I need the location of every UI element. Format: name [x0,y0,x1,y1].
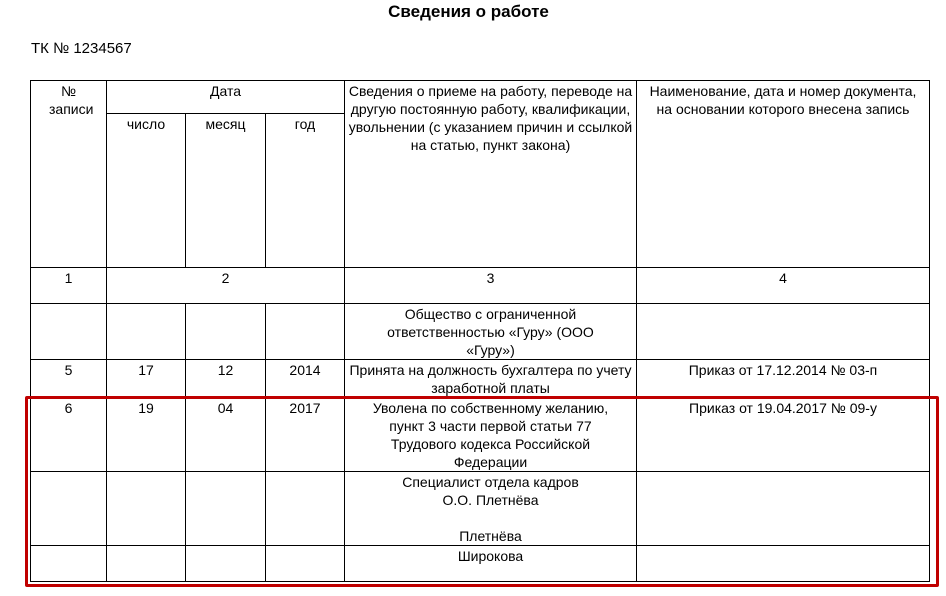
month-cell [186,472,266,546]
info-cell: Общество с ограниченной ответственностью «Гуру» (ООО «Гуру») [345,304,637,360]
info-cell: Принята на должность бухгалтера по учету заработной платы [345,360,637,398]
header-month: месяц [186,114,266,268]
header-day: число [107,114,186,268]
header-row [31,81,930,114]
year-cell [266,546,345,582]
day-cell [107,304,186,360]
day-cell [107,546,186,582]
month-cell: 12 [186,360,266,398]
header-date: Дата [107,81,345,114]
header-year: год [266,114,345,268]
column-number: 4 [637,268,930,304]
year-cell: 2014 [266,360,345,398]
table-row [31,304,930,360]
record-no-cell: 6 [31,398,107,472]
day-cell [107,472,186,546]
table-row [31,360,930,398]
column-number-row [31,268,930,304]
table-row [31,546,930,582]
column-number: 1 [31,268,107,304]
document-cell [637,472,930,546]
document-cell [637,304,930,360]
work-records-table [30,80,930,582]
month-cell [186,546,266,582]
record-no-cell: 5 [31,360,107,398]
record-no-cell [31,472,107,546]
hr-specialist-line: Специалист отдела кадров О.О. Плетнёва [402,474,579,508]
document-cell: Приказ от 17.12.2014 № 03-п [637,360,930,398]
info-cell: Широкова [345,546,637,582]
record-no-cell [31,304,107,360]
column-number: 2 [107,268,345,304]
info-cell: Уволена по собственному желанию, пункт 3 части первой статьи 77 Трудового кодекса Российской Федерации [345,398,637,472]
document-cell [637,546,930,582]
day-cell: 19 [107,398,186,472]
info-cell [345,472,637,546]
header-document: Наименование, дата и номер документа, на основании которого внесена запись [637,81,930,268]
table-row [31,472,930,546]
signature-line: Плетнёва [459,528,522,544]
year-cell: 2017 [266,398,345,472]
document-cell: Приказ от 19.04.2017 № 09-у [637,398,930,472]
header-info: Сведения о приеме на работу, переводе на другую постоянную работу, квалификации, увольнении (с указанием причин и ссылкой на статью, пункт закона) [345,81,637,268]
month-cell [186,304,266,360]
record-no-cell [31,546,107,582]
year-cell [266,472,345,546]
year-cell [266,304,345,360]
page-title: Сведения о работе [388,2,549,21]
column-number: 3 [345,268,637,304]
header-record-no: № записи [31,81,107,268]
tk-number: ТК № 1234567 [31,40,132,57]
month-cell: 04 [186,398,266,472]
table-row [31,398,930,472]
day-cell: 17 [107,360,186,398]
